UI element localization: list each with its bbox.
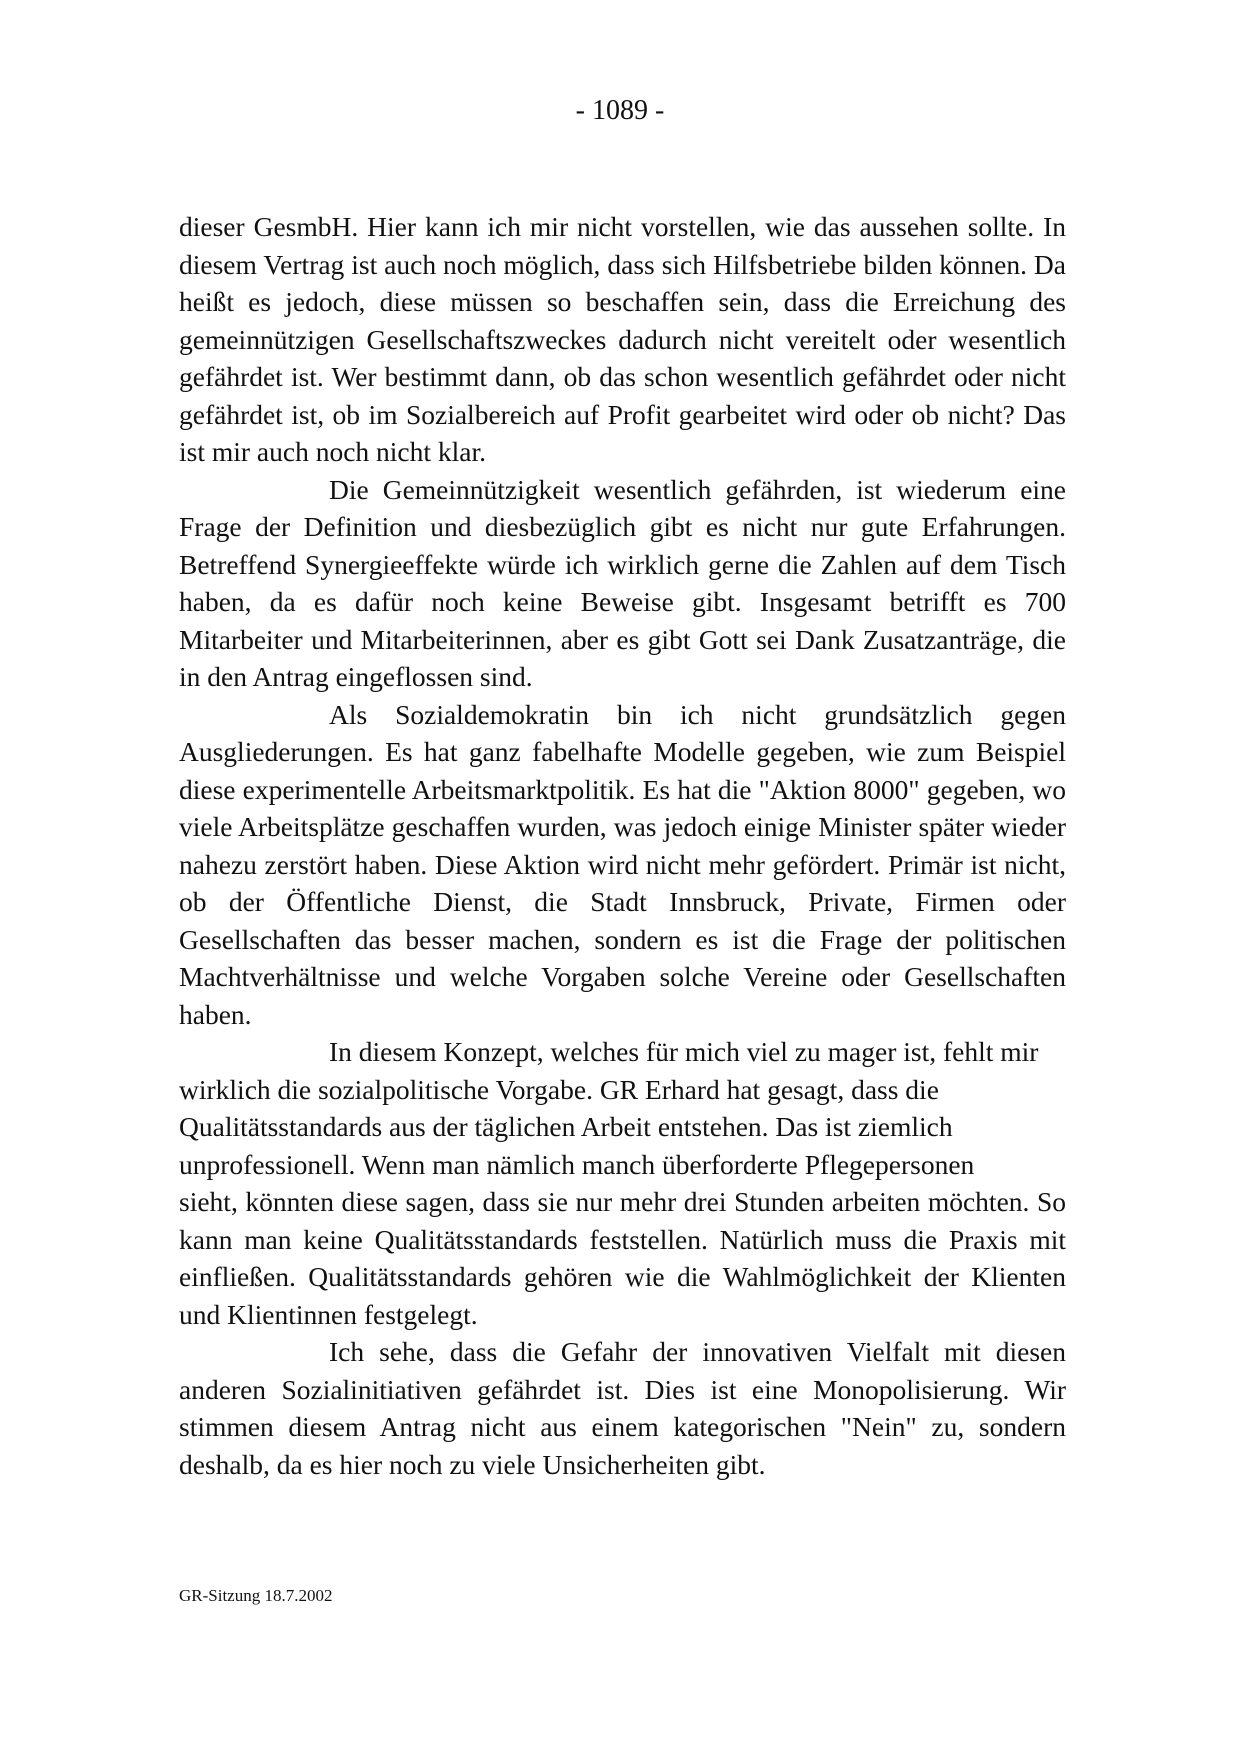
page-number: - 1089 - <box>575 95 665 126</box>
paragraph-4: In diesem Konzept, welches für mich viel zu mager ist, fehlt mir wirklich die sozialpolitische Vorgabe. GR Erhard hat gesagt, dass die Qualitätsstandards aus der täglichen Arbeit entstehen. Das ist ziemlich unprofessionell. Wenn man nämlich manch überforderte Pflegepersonen <box>179 1036 1039 1180</box>
paragraph-2: Die Gemeinnützigkeit wesentlich gefährden, ist wiederum eine Frage der Definition und diesbezüglich gibt es nicht nur gute Erfahrungen. Betreffend Synergieeffekte würde ich wirklich gerne die Zahlen auf dem Tisch haben, da es dafür noch keine Beweise gibt. Insgesamt betrifft es 700 Mitarbeiter und Mitarbeiterinnen, aber es gibt Gott sei Dank Zusatzanträge, die in den Antrag eingeflossen sind. <box>179 473 1066 692</box>
document-body <box>179 208 1066 1483</box>
paragraph-5: Ich sehe, dass die Gefahr der innovativen Vielfalt mit diesen anderen Sozialinitiativen gefährdet ist. Dies ist eine Monopolisierung. Wir stimmen diesem Antrag nicht aus einem kategorischen "Nein" zu, sondern deshalb, da es hier noch zu viele Unsicherheiten gibt. <box>179 1336 1066 1480</box>
footer-session-label: GR-Sitzung 18.7.2002 <box>179 1586 333 1605</box>
paragraph-1: dieser GesmbH. Hier kann ich mir nicht vorstellen, wie das aussehen sollte. In diesem Vertrag ist auch noch möglich, dass sich Hilfsbetriebe bilden können. Da heißt es jedoch, diese müssen so beschaffen sein, dass die Erreichung des gemeinnützigen Gesellschaftszweckes dadurch nicht vereitelt oder wesentlich gefährdet ist. Wer bestimmt dann, ob das schon wesentlich gefährdet oder nicht gefährdet ist, ob im Sozialbereich auf Profit gearbeitet wird oder ob nicht? Das ist mir auch noch nicht klar. <box>179 211 1066 467</box>
paragraph-4-continued: sieht, könnten diese sagen, dass sie nur mehr drei Stunden arbeiten möchten. So kann man keine Qualitätsstandards feststellen. Natürlich muss die Praxis mit einfließen. Qualitätsstandards gehören wie die Wahlmöglichkeit der Klienten und Klientinnen festgelegt. <box>179 1186 1066 1330</box>
paragraph-3: Als Sozialdemokratin bin ich nicht grundsätzlich gegen Ausgliederungen. Es hat ganz fabelhafte Modelle gegeben, wie zum Beispiel diese experimentelle Arbeitsmarktpolitik. Es hat die "Aktion 8000" gegeben, wo viele Arbeitsplätze geschaffen wurden, was jedoch einige Minister später wieder nahezu zerstört haben. Diese Aktion wird nicht mehr gefördert. Primär ist nicht, ob der Öffentliche Dienst, die Stadt Innsbruck, Private, Firmen oder Gesellschaften das besser machen, sondern es ist die Frage der politischen Machtverhältnisse und welche Vorgaben solche Vereine oder Gesellschaften haben. <box>179 698 1066 1030</box>
